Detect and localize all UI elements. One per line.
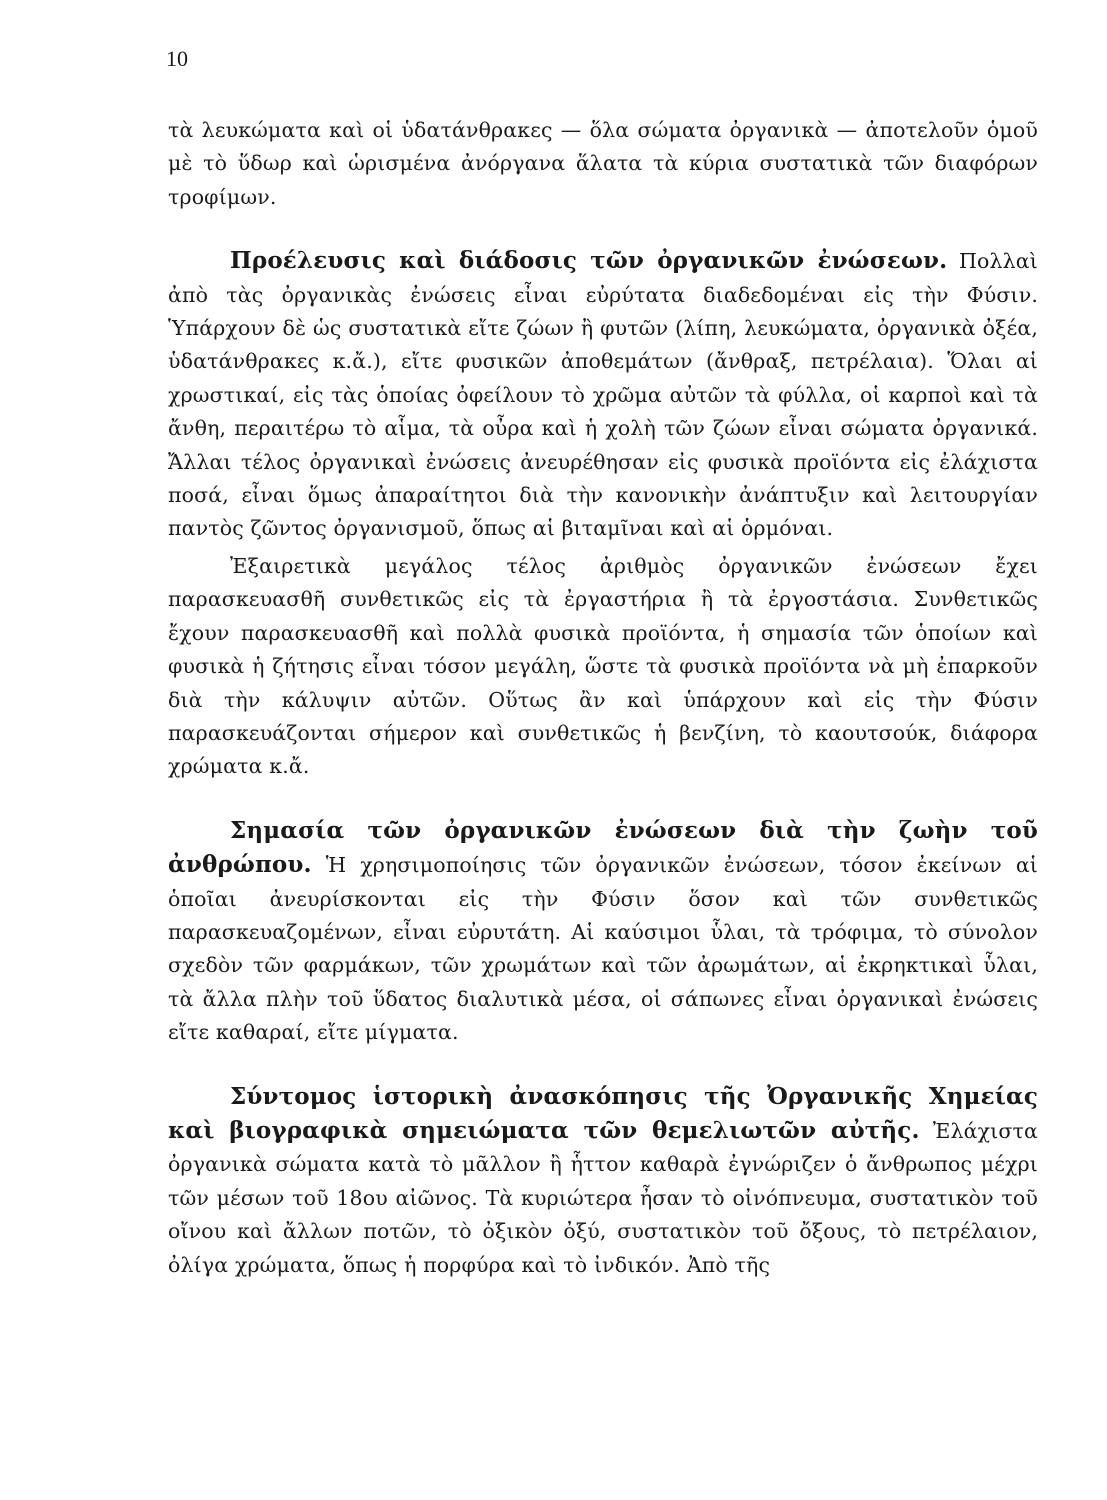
importance-text: Ἡ χρησιμοποίησις τῶν ὀργανικῶν ἐνώσεων, τόσον ἐκείνων αἱ ὁποῖαι ἀνευρίσκονται εἰς τὴν Φύσιν ὅσον καὶ τῶν συνθετικῶς παρασκευαζομένων, εἶναι εὐρυτάτη. Αἱ καύσιμοι ὗλαι, τὰ τρόφιμα, τὸ σύνολον σχεδὸν τῶν φαρμάκων, τῶν χρωμάτων καὶ τῶν ἀρωμάτων, αἱ ἐκρηκτικαὶ ὗλαι, τὰ ἄλλα πλὴν τοῦ ὕδατος διαλυτικὰ μέσα, οἱ σάπωνες εἶναι ὀργανικαὶ ἐνώσεις εἴτε καθαραί, εἴτε μίγματα. <box>168 853 1038 1045</box>
synthetic-paragraph: Ἐξαιρετικὰ μεγάλος τέλος ἀριθμὸς ὀργανικῶν ἐνώσεων ἔχει παρασκευασθῆ συνθετικῶς εἰς τὰ ἐργαστήρια ἢ τὰ ἐργοστάσια. Συνθετικῶς ἔχουν παρασκευασθῆ καὶ πολλὰ φυσικὰ προϊόντα, ἡ σημασία τῶν ὁποίων καὶ φυσικὰ ἡ ζήτησις εἶναι τόσον μεγάλη, ὥστε τὰ φυσικὰ προϊόντα νὰ μὴ ἐπαρκοῦν διὰ τὴν κάλυψιν αὐτῶν. Οὕτως ἂν καὶ ὑπάρχουν καὶ εἰς τὴν Φύσιν παρασκευάζονται σήμερον καὶ συνθετικῶς ἡ βενζίνη, τὸ καουτσούκ, διάφορα χρώματα κ.ἄ. <box>168 553 1038 779</box>
history-text: Ἐλάχιστα ὀργανικὰ σώματα κατὰ τὸ μᾶλλον ἢ ἧττον καθαρὰ ἐγνώριζεν ὁ ἄνθρωπος μέχρι τῶν μέσων τοῦ 18ου αἰῶνος. Τὰ κυριώτερα ἦσαν τὸ οἰνόπνευμα, συστατικὸν τοῦ οἴνου καὶ ἄλλων ποτῶν, τὸ ὀξικὸν ὀξύ, συστατικὸν τοῦ ὄξους, τὸ πετρέλαιον, ὀλίγα χρώματα, ὅπως ἡ πορφύρα καὶ τὸ ἰνδικόν. Ἀπὸ τῆς <box>168 1118 1038 1277</box>
origin-text: Πολλαὶ ἀπὸ τὰς ὀργανικὰς ἐνώσεις εἶναι εὐρύτατα διαδεδομέναι εἰς τὴν Φύσιν. Ὑπάρχουν δὲ ὡς συστατικὰ εἴτε ζώων ἢ φυτῶν (λίπη, λευκώματα, ὀργανικὰ ὀξέα, ὑδατάνθρακες κ.ἄ.), εἴτε φυσικῶν ἀποθεμάτων (ἄνθραξ, πετρέλαια). Ὅλαι αἱ χρωστικαί, εἰς τὰς ὁποίας ὀφείλουν τὸ χρῶμα αὐτῶν τὰ φύλλα, οἱ καρποὶ καὶ τὰ ἄνθη, περαιτέρω τὸ αἷμα, τὰ οὖρα καὶ ἡ χολὴ τῶν ζώων εἶναι σώματα ὀργανικά. Ἄλλαι τέλος ὀργανικαὶ ἐνώσεις ἀνευρέθησαν εἰς φυσικὰ προϊόντα εἰς ἐλάχιστα ποσά, εἶναι ὅμως ἀπαραίτητοι διὰ τὴν κανονικὴν ἀνάπτυξιν καὶ λειτουργίαν παντὸς ζῶντος ὀργανισμοῦ, ὅπως αἱ βιταμῖναι καὶ αἱ ὁρμόναι. <box>168 249 1038 541</box>
importance-heading: Σημασία τῶν ὀργανικῶν ἐνώσεων διὰ τὴν ζωὴν τοῦ ἀνθρώπου. <box>168 816 1038 879</box>
page-number: 10 <box>166 46 188 71</box>
history-paragraph <box>168 1080 1038 1282</box>
history-heading: Σύντομος ἱστορικὴ ἀνασκόπησις τῆς Ὀργανικῆς Χημείας καὶ βιογραφικὰ σημειώματα τῶν θεμελιωτῶν αὐτῆς. <box>168 1082 1038 1144</box>
page-body <box>168 114 1038 1282</box>
intro-paragraph: τὰ λευκώματα καὶ οἱ ὑδατάνθρακες — ὅλα σώματα ὀργανικὰ — ἀποτελοῦν ὁμοῦ μὲ τὸ ὕδωρ καὶ ὡρισμένα ἀνόργανα ἅλατα τὰ κύρια συστατικὰ τῶν διαφόρων τροφίμων. <box>168 118 1038 209</box>
origin-heading: Προέλευσις καὶ διάδοσις τῶν ὀργανικῶν ἐνώσεων. <box>230 247 948 275</box>
origin-paragraph <box>168 244 1038 546</box>
importance-paragraph <box>168 814 1038 1050</box>
